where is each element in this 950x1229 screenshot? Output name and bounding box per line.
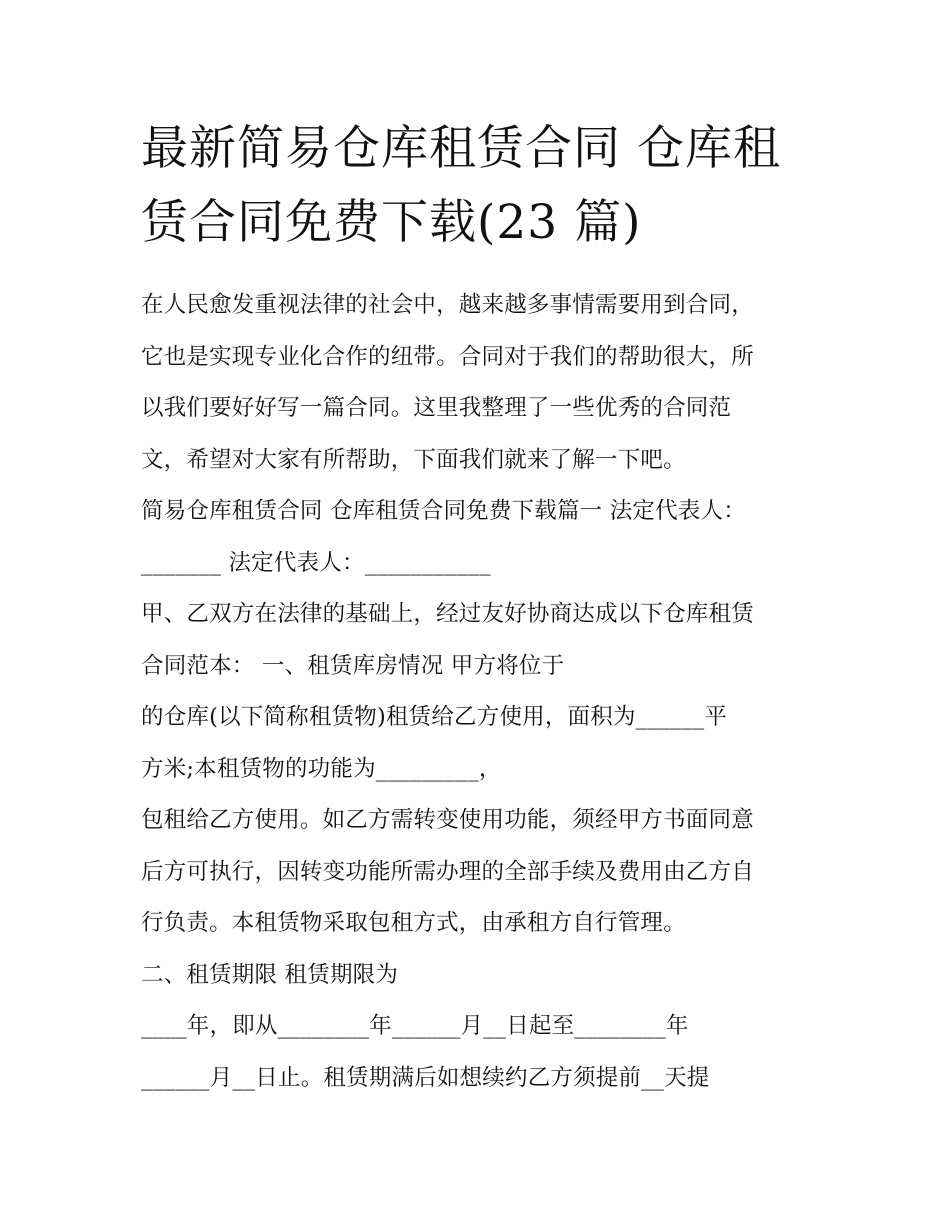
document-title	[141, 112, 821, 260]
body-line: 简易仓库租赁合同 仓库租赁合同免费下载篇一 法定代表人：	[141, 498, 746, 524]
title-line: 赁合同免费下载(23 篇)	[141, 195, 642, 250]
body-line: 它也是实现专业化合作的纽带。合同对于我们的帮助很大，所	[141, 343, 754, 370]
body-line: 甲、乙双方在法律的基础上，经过友好协商达成以下仓库租赁	[141, 601, 754, 627]
body-line: 的仓库(以下简称租赁物)租赁给乙方使用，面积为______平	[141, 704, 728, 730]
body-line: 以我们要好好写一篇合同。这里我整理了一些优秀的合同范	[141, 395, 732, 421]
body-line: ____年，即从________年______月__日起至________年	[141, 1013, 689, 1039]
body-line: 后方可执行，因转变功能所需办理的全部手续及费用由乙方自	[141, 858, 754, 885]
body-line: 合同范本： 一、租赁库房情况 甲方将位于	[141, 652, 565, 679]
body-line: 方米;本租赁物的功能为_________，	[141, 755, 502, 782]
body-line: 行负责。本租赁物采取包租方式，由承租方自行管理。	[141, 910, 686, 936]
title-line: 最新简易仓库租赁合同 仓库租	[141, 121, 781, 176]
body-line: 文，希望对大家有所帮助，下面我们就来了解一下吧。	[141, 446, 686, 473]
body-line: 在人民愈发重视法律的社会中，越来越多事情需要用到合同，	[141, 292, 754, 318]
body-line: ______月__日止。租赁期满后如想续约乙方须提前__天提	[141, 1064, 710, 1091]
body-line: 二、租赁期限 租赁期限为	[141, 961, 399, 988]
body-line: 包租给乙方使用。如乙方需转变使用功能，须经甲方书面同意	[141, 807, 754, 833]
document-body	[141, 280, 821, 1104]
body-line: _______ 法定代表人：___________	[141, 549, 491, 576]
